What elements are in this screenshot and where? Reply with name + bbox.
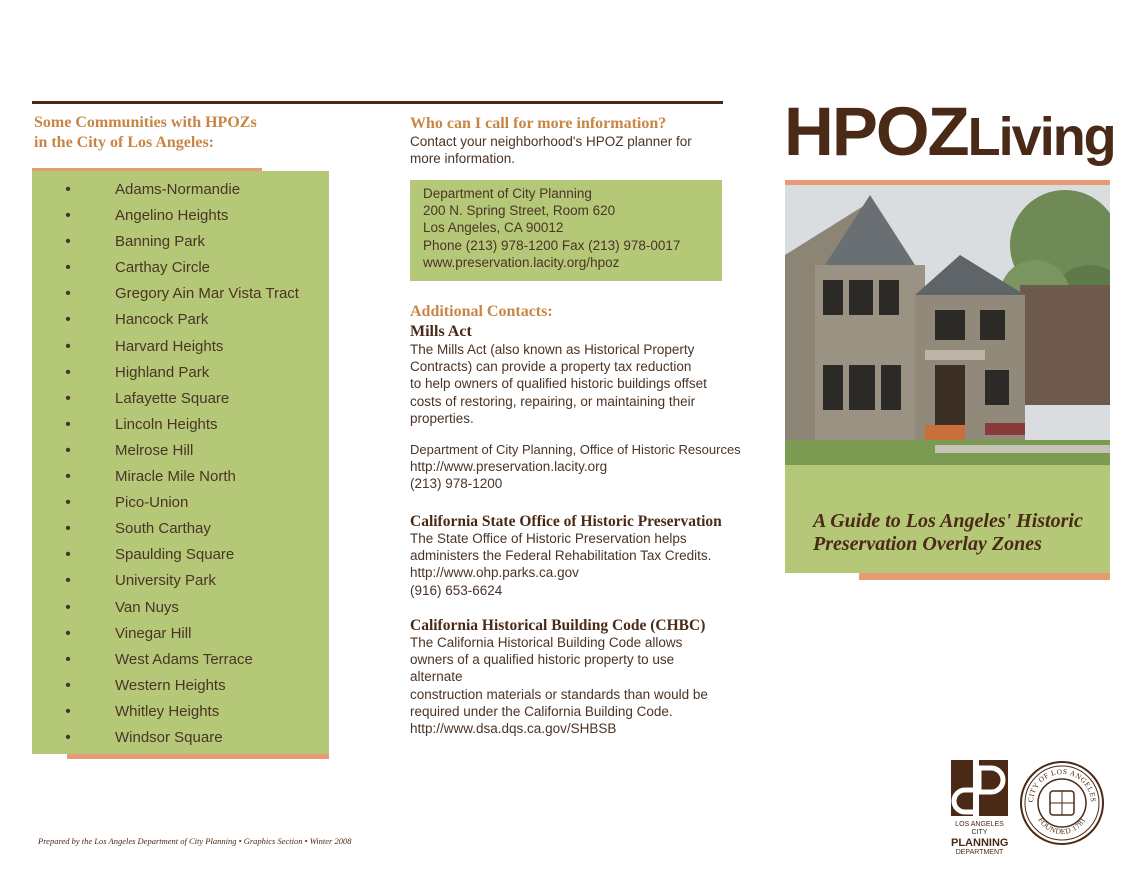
hpoz-living-title bbox=[784, 92, 1115, 171]
footer-note: Prepared by the Los Angeles Department of City Planning • Graphics Section • Winter 2008 bbox=[38, 836, 352, 846]
list-item bbox=[32, 386, 329, 412]
list-item bbox=[32, 281, 329, 307]
ohp-title: California State Office of Historic Preservation bbox=[410, 513, 722, 530]
historic-house-photo bbox=[785, 185, 1110, 465]
contact-street: 200 N. Spring Street, Room 620 bbox=[423, 203, 616, 219]
planning-logo-line1: LOS ANGELES CITY bbox=[955, 821, 1004, 836]
call-text-line2: more information. bbox=[410, 151, 516, 167]
ohr-url[interactable]: http://www.preservation.lacity.org bbox=[410, 459, 608, 475]
ohr-contact bbox=[410, 441, 741, 493]
top-rule bbox=[32, 101, 723, 104]
bullet-icon: • bbox=[65, 259, 71, 277]
mills-act-text bbox=[410, 341, 725, 427]
mills-line: properties. bbox=[410, 410, 474, 426]
ohr-name: Department of City Planning, Office of Historic Resources bbox=[410, 442, 741, 457]
community-name: Hancock Park bbox=[115, 311, 209, 329]
chbc-line: required under the California Building Code. bbox=[410, 703, 673, 719]
community-name: University Park bbox=[115, 572, 216, 590]
community-name: Pico-Union bbox=[115, 494, 189, 512]
call-text bbox=[410, 133, 725, 167]
mills-line: costs of restoring, repairing, or maintaining their bbox=[410, 393, 696, 409]
planning-logo-text bbox=[951, 821, 1008, 857]
chbc-url[interactable]: http://www.dsa.dqs.ca.gov/SHBSB bbox=[410, 721, 617, 737]
communities-list-box bbox=[32, 171, 329, 754]
list-item bbox=[32, 621, 329, 647]
list-item bbox=[32, 699, 329, 725]
list-item bbox=[32, 516, 329, 542]
list-item bbox=[32, 229, 329, 255]
bullet-icon: • bbox=[65, 181, 71, 198]
seal-top-text: CITY OF LOS ANGELES bbox=[1025, 766, 1099, 803]
bullet-icon: • bbox=[65, 520, 71, 538]
contact-box bbox=[410, 180, 722, 281]
community-name: Lincoln Heights bbox=[115, 415, 218, 433]
list-item bbox=[32, 595, 329, 621]
community-name: Melrose Hill bbox=[115, 441, 194, 459]
ohp-url[interactable]: http://www.ohp.parks.ca.gov bbox=[410, 565, 579, 581]
chbc-line: The California Historical Building Code allows bbox=[410, 635, 683, 650]
list-item bbox=[32, 307, 329, 333]
city-seal bbox=[1019, 760, 1105, 846]
ohp-line: The State Office of Historic Preservation helps bbox=[410, 531, 687, 546]
bullet-icon: • bbox=[65, 389, 71, 407]
bullet-icon: • bbox=[65, 702, 71, 720]
mills-act-title: Mills Act bbox=[410, 323, 472, 340]
bullet-icon: • bbox=[65, 468, 71, 486]
list-item bbox=[32, 647, 329, 673]
contact-phone: Phone (213) 978-1200 Fax (213) 978-0017 bbox=[423, 237, 681, 253]
community-name: Western Heights bbox=[115, 676, 226, 694]
list-item bbox=[32, 464, 329, 490]
planning-logo-line2: PLANNING bbox=[951, 837, 1009, 849]
community-name: Spaulding Square bbox=[115, 546, 235, 564]
guide-box bbox=[785, 465, 1110, 573]
community-name: Vinegar Hill bbox=[115, 624, 192, 642]
ohp-line: administers the Federal Rehabilitation Tax Credits. bbox=[410, 548, 712, 564]
communities-bottom-accent bbox=[67, 754, 329, 759]
call-heading: Who can I call for more information? bbox=[410, 115, 667, 132]
list-item bbox=[32, 360, 329, 386]
community-name: Lafayette Square bbox=[115, 389, 230, 407]
list-item bbox=[32, 568, 329, 594]
mills-line: to help owners of qualified historic buildings offset bbox=[410, 376, 707, 392]
list-item bbox=[32, 542, 329, 568]
community-name: Harvard Heights bbox=[115, 337, 224, 355]
bullet-icon: • bbox=[65, 415, 71, 433]
guide-subtitle bbox=[813, 510, 1113, 556]
bullet-icon: • bbox=[65, 311, 71, 329]
list-item bbox=[32, 725, 329, 751]
list-item bbox=[32, 490, 329, 516]
bullet-icon: • bbox=[65, 207, 71, 225]
community-name: South Carthay bbox=[115, 520, 211, 538]
community-name: Whitley Heights bbox=[115, 702, 220, 720]
planning-logo-icon bbox=[951, 760, 1008, 816]
bullet-icon: • bbox=[65, 441, 71, 459]
communities-heading-line1: Some Communities with HPOZs bbox=[34, 114, 257, 131]
contact-lines bbox=[423, 185, 680, 271]
bullet-icon: • bbox=[65, 624, 71, 642]
list-item bbox=[32, 438, 329, 464]
contact-url[interactable]: www.preservation.lacity.org/hpoz bbox=[423, 254, 620, 270]
mills-line: Contracts) can provide a property tax reduction bbox=[410, 359, 692, 375]
chbc-line: construction materials or standards than would be bbox=[410, 686, 708, 702]
hpoz-title-bold: HPOZ bbox=[784, 93, 968, 170]
hpoz-title-living: Living bbox=[967, 107, 1115, 167]
contact-dept: Department of City Planning bbox=[423, 186, 592, 201]
bullet-icon: • bbox=[65, 363, 71, 381]
communities-heading-line2: in the City of Los Angeles: bbox=[34, 134, 214, 151]
house-illustration bbox=[785, 185, 1110, 465]
chbc-line: owners of a qualified historic property to use alternate bbox=[410, 652, 675, 685]
additional-contacts-heading: Additional Contacts: bbox=[410, 303, 553, 320]
bullet-icon: • bbox=[65, 728, 71, 746]
chbc-text bbox=[410, 634, 725, 737]
ohp-phone: (916) 653-6624 bbox=[410, 582, 503, 598]
seal-bottom-text: FOUNDED 1781 bbox=[1036, 815, 1088, 837]
bullet-icon: • bbox=[65, 598, 71, 616]
bullet-icon: • bbox=[65, 546, 71, 564]
mills-line: The Mills Act (also known as Historical Property bbox=[410, 342, 695, 357]
ohr-phone: (213) 978-1200 bbox=[410, 476, 503, 492]
guide-line1: A Guide to Los Angeles' Historic bbox=[813, 510, 1083, 532]
list-item bbox=[32, 177, 329, 203]
communities-list bbox=[32, 171, 329, 751]
chbc-title: California Historical Building Code (CHBC) bbox=[410, 617, 706, 634]
community-name: Gregory Ain Mar Vista Tract bbox=[115, 285, 299, 303]
community-name: Adams-Normandie bbox=[115, 181, 241, 198]
community-name: Banning Park bbox=[115, 233, 206, 251]
bullet-icon: • bbox=[65, 285, 71, 303]
bullet-icon: • bbox=[65, 650, 71, 668]
bullet-icon: • bbox=[65, 572, 71, 590]
bullet-icon: • bbox=[65, 233, 71, 251]
list-item bbox=[32, 334, 329, 360]
guide-bottom-accent bbox=[859, 573, 1110, 580]
guide-line2: Preservation Overlay Zones bbox=[813, 533, 1042, 555]
community-name: Miracle Mile North bbox=[115, 468, 236, 486]
planning-department-logo bbox=[951, 760, 1008, 857]
community-name: Angelino Heights bbox=[115, 207, 229, 225]
community-name: Windsor Square bbox=[115, 728, 223, 746]
bullet-icon: • bbox=[65, 494, 71, 512]
list-item bbox=[32, 203, 329, 229]
communities-heading bbox=[34, 113, 314, 153]
community-name: West Adams Terrace bbox=[115, 650, 253, 668]
list-item bbox=[32, 255, 329, 281]
city-seal-icon bbox=[1019, 760, 1105, 846]
bullet-icon: • bbox=[65, 337, 71, 355]
bullet-icon: • bbox=[65, 676, 71, 694]
planning-logo-line3: DEPARTMENT bbox=[955, 849, 1004, 856]
community-name: Carthay Circle bbox=[115, 259, 211, 277]
call-text-line1: Contact your neighborhood's HPOZ planner for bbox=[410, 134, 692, 149]
ohp-text bbox=[410, 530, 725, 599]
list-item bbox=[32, 412, 329, 438]
community-name: Van Nuys bbox=[115, 598, 179, 616]
list-item bbox=[32, 673, 329, 699]
contact-city: Los Angeles, CA 90012 bbox=[423, 220, 564, 236]
community-name: Highland Park bbox=[115, 363, 210, 381]
